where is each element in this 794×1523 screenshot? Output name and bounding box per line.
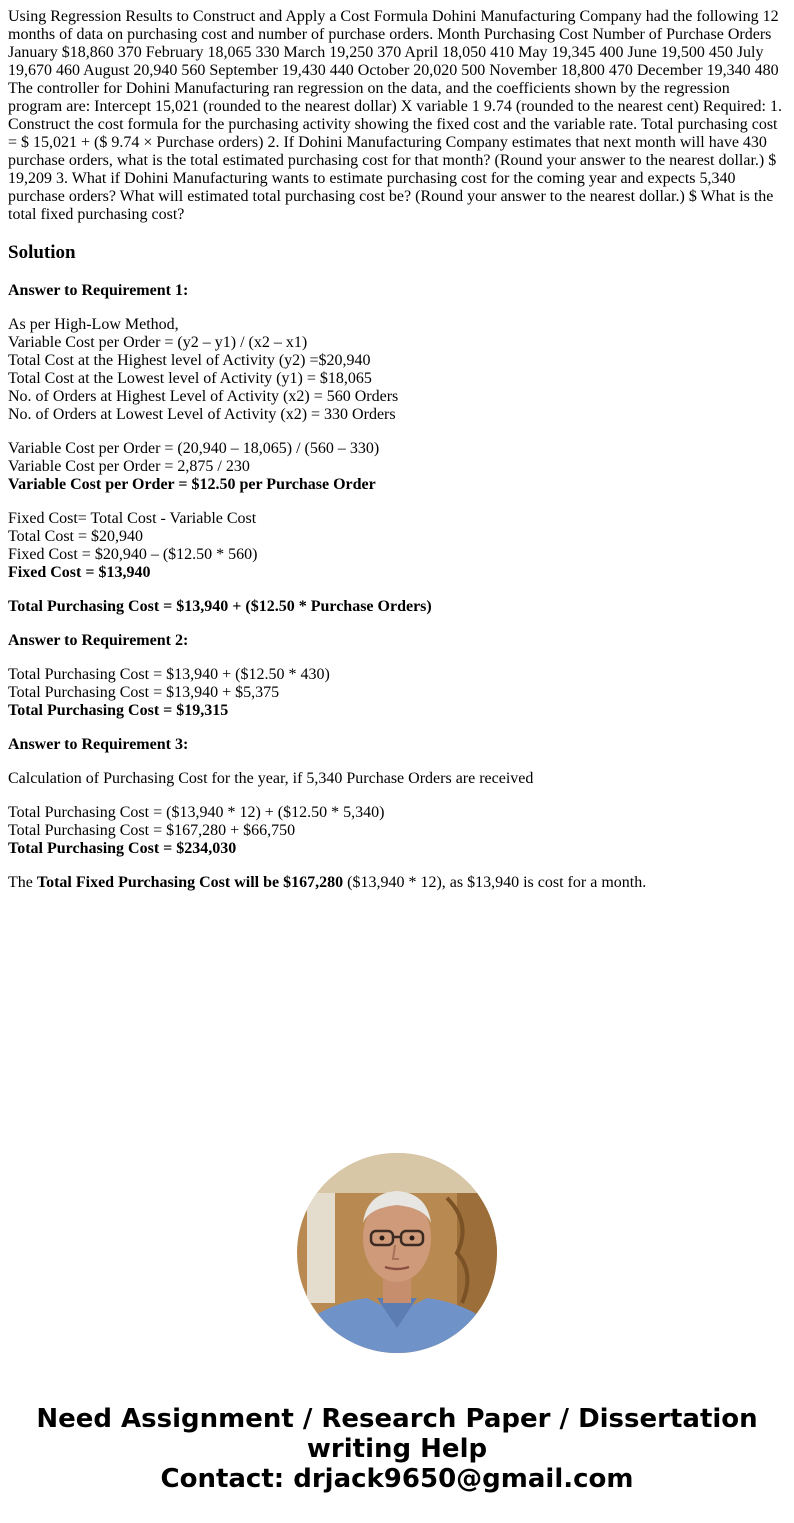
- req1-fixed-block: [8, 510, 786, 582]
- req1-variable-result: Variable Cost per Order = $12.50 per Purchase Order: [8, 476, 376, 493]
- req1-method-line: No. of Orders at Highest Level of Activity (x2) = 560 Orders: [8, 388, 399, 405]
- req3-line: Total Purchasing Cost = ($13,940 * 12) + ($12.50 * 5,340): [8, 804, 385, 821]
- req3-intro: Calculation of Purchasing Cost for the year, if 5,340 Purchase Orders are received: [8, 770, 534, 787]
- req1-heading: Answer to Requirement 1:: [8, 282, 189, 299]
- req2-result: Total Purchasing Cost = $19,315: [8, 702, 229, 719]
- req1-variable-block: [8, 440, 786, 494]
- req3-conclusion: [8, 874, 786, 892]
- req1-variable-line: Variable Cost per Order = (20,940 – 18,065) / (560 – 330): [8, 440, 380, 457]
- req1-method-line: Variable Cost per Order = (y2 – y1) / (x2 – x1): [8, 334, 308, 351]
- conclusion-bold: Total Fixed Purchasing Cost will be $167,280: [36, 874, 344, 891]
- conclusion-post: ($13,940 * 12), as $13,940 is cost for a month.: [343, 874, 647, 891]
- req1-variable-line: Variable Cost per Order = 2,875 / 230: [8, 458, 250, 475]
- conclusion-pre: The: [8, 874, 37, 891]
- req2-line: Total Purchasing Cost = $13,940 + $5,375: [8, 684, 280, 701]
- solution-title: Solution: [8, 242, 76, 263]
- req1-fixed-line: Fixed Cost= Total Cost - Variable Cost: [8, 510, 257, 527]
- req1-fixed-line: Total Cost = $20,940: [8, 528, 144, 545]
- req2-block: [8, 666, 786, 720]
- promo-contact: Contact: drjack9650@gmail.com: [160, 1464, 634, 1494]
- req1-method-block: [8, 316, 786, 424]
- req1-fixed-line: Fixed Cost = $20,940 – ($12.50 * 560): [8, 546, 258, 563]
- req3-block: [8, 804, 786, 858]
- req3-heading: Answer to Requirement 3:: [8, 736, 189, 753]
- req1-method-line: As per High-Low Method,: [8, 316, 179, 333]
- req1-method-line: Total Cost at the Highest level of Activity (y2) =$20,940: [8, 352, 371, 369]
- question-text: Using Regression Results to Construct and Apply a Cost Formula Dohini Manufacturing Company had the following 12 months of data on purchasing cost and number of purchase orders. Month Purchasing Cost Number of Purchase Orders January $18,860 370 February 18,065 330 March 19,250 370 April 18,050 410 May 19,345 400 June 19,500 450 July 19,670 460 August 20,940 560 September 19,430 440 October 20,020 500 November 18,800 470 December 19,340 480 The controller for Dohini Manufacturing ran regression on the data, and the coefficients shown by the regression program are: Intercept 15,021 (rounded to the nearest dollar) X variable 1 9.74 (rounded to the nearest cent) Required: 1. Construct the cost formula for the purchasing activity showing the fixed cost and the variable rate. Total purchasing cost = $ 15,021 + ($ 9.74 × Purchase orders) 2. If Dohini Manufacturing Company estimates that next month will have 430 purchase orders, what is the total estimated purchasing cost for that month? (Round your answer to the nearest dollar.) $ 19,209 3. What if Dohini Manufacturing wants to estimate purchasing cost for the coming year and expects 5,340 purchase orders? What will estimated total purchasing cost be? (Round your answer to the nearest dollar.) $ What is the total fixed purchasing cost?: [8, 8, 782, 223]
- req1-formula: Total Purchasing Cost = $13,940 + ($12.50 * Purchase Orders): [8, 598, 432, 615]
- req1-method-line: No. of Orders at Lowest Level of Activity (x2) = 330 Orders: [8, 406, 396, 423]
- promo-banner: [0, 1404, 794, 1494]
- author-avatar: [297, 1153, 497, 1353]
- req3-result: Total Purchasing Cost = $234,030: [8, 840, 237, 857]
- avatar-portrait: [297, 1153, 497, 1353]
- promo-line-2: writing Help: [306, 1434, 488, 1464]
- req1-fixed-result: Fixed Cost = $13,940: [8, 564, 151, 581]
- req3-line: Total Purchasing Cost = $167,280 + $66,750: [8, 822, 296, 839]
- req1-method-line: Total Cost at the Lowest level of Activity (y1) = $18,065: [8, 370, 372, 387]
- req2-heading: Answer to Requirement 2:: [8, 632, 189, 649]
- promo-line-1: Need Assignment / Research Paper / Dissertation: [36, 1404, 758, 1434]
- req2-line: Total Purchasing Cost = $13,940 + ($12.50 * 430): [8, 666, 330, 683]
